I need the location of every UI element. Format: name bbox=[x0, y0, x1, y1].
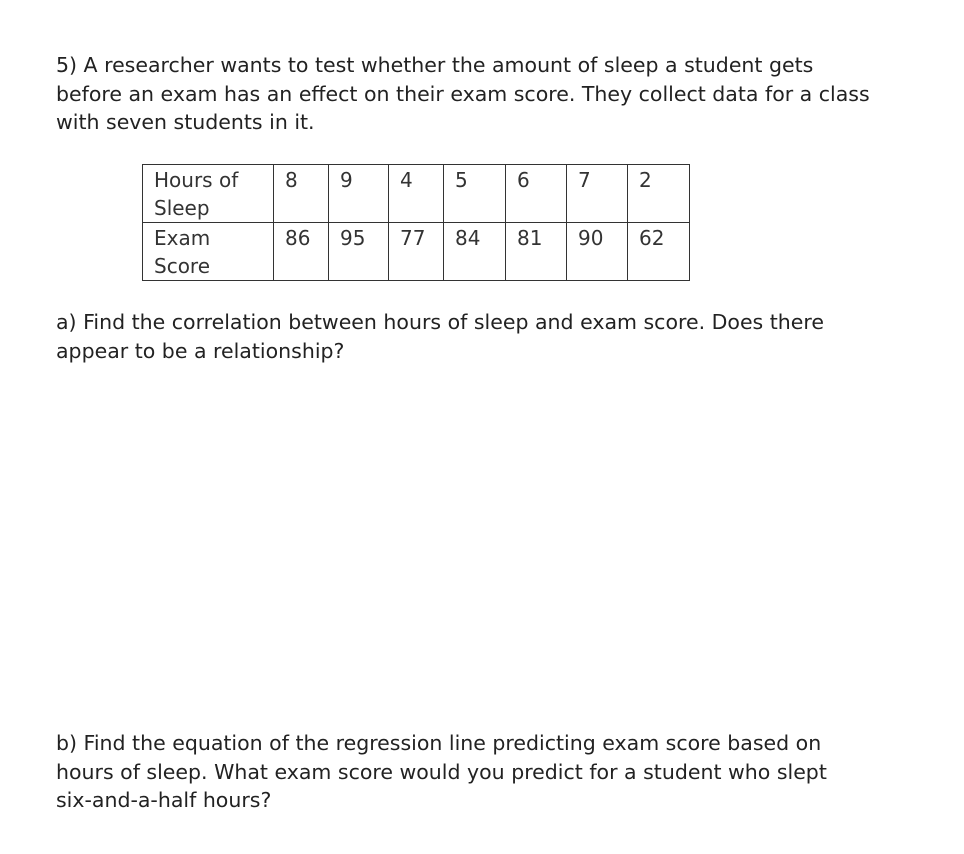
sleep-score-table bbox=[142, 164, 690, 281]
problem-statement-line: 5) A researcher wants to test whether the amount of sleep a student gets bbox=[56, 53, 814, 77]
problem-statement-line: before an exam has an effect on their exam score. They collect data for a class bbox=[56, 81, 870, 106]
question-part-a bbox=[56, 308, 824, 365]
table-cell: 2 bbox=[628, 165, 690, 223]
table-cell: 7 bbox=[567, 165, 628, 223]
question-line: appear to be a relationship? bbox=[56, 338, 345, 363]
hours-of-sleep-row bbox=[143, 165, 690, 223]
question-line: hours of sleep. What exam score would you predict for a student who slept bbox=[56, 759, 827, 784]
table-cell: 95 bbox=[329, 223, 389, 281]
row-header-exam-score bbox=[143, 223, 274, 281]
table-cell: 86 bbox=[274, 223, 329, 281]
problem-statement bbox=[56, 51, 870, 137]
exam-score-row bbox=[143, 223, 690, 281]
question-line: b) Find the equation of the regression line predicting exam score based on bbox=[56, 731, 822, 755]
question-part-b bbox=[56, 729, 827, 815]
row-header-line: Exam bbox=[154, 226, 211, 250]
table-cell: 8 bbox=[274, 165, 329, 223]
question-line: six-and-a-half hours? bbox=[56, 788, 272, 812]
table-cell: 5 bbox=[444, 165, 506, 223]
table-cell: 84 bbox=[444, 223, 506, 281]
row-header-line: Sleep bbox=[154, 196, 210, 220]
table-cell: 77 bbox=[389, 223, 444, 281]
table-cell: 90 bbox=[567, 223, 628, 281]
row-header-line: Score bbox=[154, 254, 211, 278]
table-cell: 62 bbox=[628, 223, 690, 281]
problem-statement-line: with seven students in it. bbox=[56, 110, 315, 134]
row-header-hours-of-sleep bbox=[143, 165, 274, 223]
table-cell: 81 bbox=[506, 223, 567, 281]
table-cell: 6 bbox=[506, 165, 567, 223]
question-line: a) Find the correlation between hours of sleep and exam score. Does there bbox=[56, 310, 824, 334]
row-header-line: Hours of bbox=[154, 168, 239, 192]
table-cell: 9 bbox=[329, 165, 389, 223]
table-cell: 4 bbox=[389, 165, 444, 223]
